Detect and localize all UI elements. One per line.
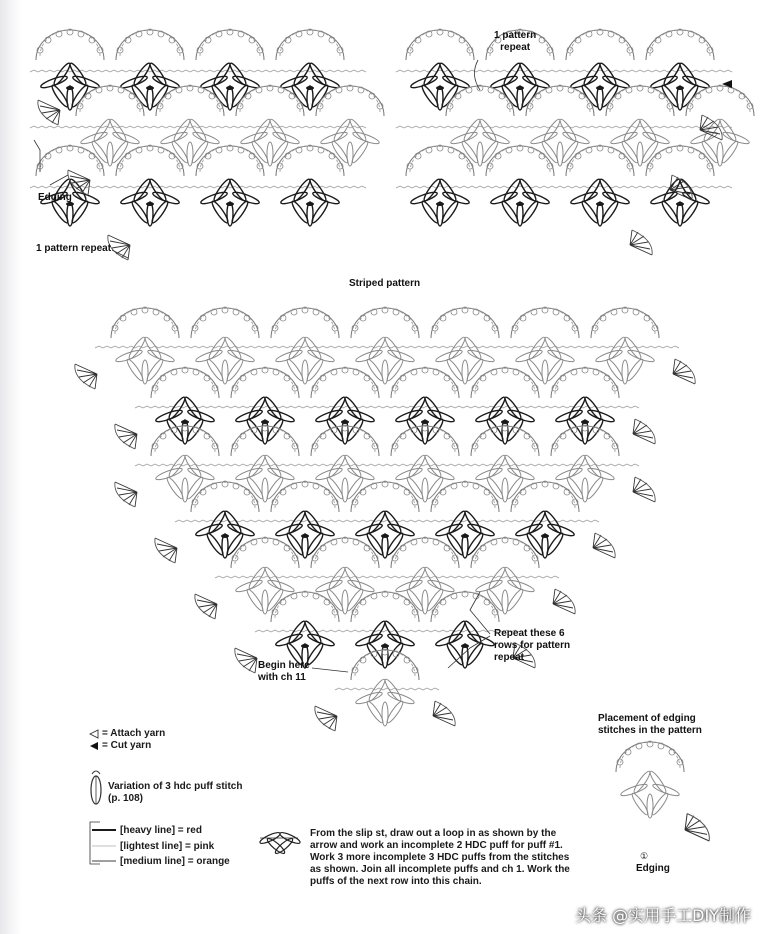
puff-flower	[155, 396, 216, 444]
shell-fan	[311, 537, 379, 568]
shell-fan	[276, 145, 344, 176]
edging-fan	[155, 538, 177, 563]
shell-fan	[76, 85, 144, 116]
puff-flower	[40, 62, 101, 110]
edging-fan	[108, 235, 130, 260]
shell-fan	[151, 367, 219, 398]
edging-fan	[685, 814, 709, 842]
shell-fan	[351, 481, 419, 512]
shell-fan	[311, 367, 379, 398]
shell-fan	[431, 481, 499, 512]
shell-fan	[196, 29, 264, 60]
chain-row	[135, 406, 639, 408]
cut-yarn-icon	[90, 742, 98, 750]
puff-flower	[610, 118, 671, 166]
puff-flower	[690, 118, 751, 166]
line-weight-bracket	[90, 822, 116, 864]
edging-fan	[115, 482, 137, 507]
shell-fan	[116, 29, 184, 60]
shell-fan	[646, 29, 714, 60]
edging-placement-chart	[616, 741, 709, 841]
shell-fan	[276, 29, 344, 60]
puff-flower	[555, 454, 616, 502]
shell-fan	[391, 425, 459, 456]
edging-fan	[38, 100, 60, 125]
puff-flower	[195, 336, 256, 384]
shell-fan	[551, 425, 619, 456]
chain-row	[30, 126, 366, 128]
puff-flower	[570, 62, 631, 110]
shell-fan	[236, 85, 304, 116]
striped-chart-right-panel	[396, 29, 754, 255]
puff-flower	[555, 396, 616, 444]
puff-flower	[355, 678, 416, 726]
puff-flower	[475, 396, 536, 444]
shell-fan	[471, 425, 539, 456]
chain-row	[335, 688, 439, 690]
puff-flower	[80, 118, 141, 166]
chain-row	[215, 576, 559, 578]
edging-fan	[433, 701, 455, 726]
placement-title: Placement of edging stitches in the pattern	[598, 713, 702, 736]
puff-flower	[235, 566, 296, 614]
puff-flower	[160, 118, 221, 166]
shell-fan	[271, 481, 339, 512]
shell-fan	[271, 307, 339, 338]
puff-flower	[120, 178, 181, 226]
puff-flower	[355, 510, 416, 558]
striped-chart-left-panel	[30, 29, 384, 260]
legend-medium-line: [medium line] = orange	[120, 856, 230, 867]
shell-fan	[646, 145, 714, 176]
puff-flower	[530, 118, 591, 166]
puff-flower	[450, 118, 511, 166]
shell-fan	[471, 537, 539, 568]
edging-fan	[315, 706, 337, 731]
puff-flower	[275, 510, 336, 558]
shell-fan	[566, 145, 634, 176]
puff-flower	[315, 454, 376, 502]
legend-cut-yarn: = Cut yarn	[102, 740, 152, 751]
shell-fan	[116, 145, 184, 176]
puff-flower	[650, 178, 711, 226]
pattern-repeat-top-label: 1 pattern repeat	[494, 30, 537, 53]
puff-flower	[195, 510, 256, 558]
legend-heavy-line: [heavy line] = red	[120, 825, 202, 836]
shell-fan	[511, 307, 579, 338]
shawl-triangle-chart	[75, 307, 695, 731]
chain-row	[396, 126, 732, 128]
shell-fan	[156, 85, 224, 116]
puff-flower	[315, 396, 376, 444]
puff-flower	[410, 178, 471, 226]
puff-flower	[490, 178, 551, 226]
shell-fan	[526, 85, 594, 116]
puff-flower	[395, 396, 456, 444]
striped-pattern-title: Striped pattern	[349, 278, 421, 289]
puff-diagram-icon	[259, 831, 301, 856]
shell-fan	[316, 85, 384, 116]
legend-lightest-line: [lightest line] = pink	[120, 841, 215, 852]
puff-flower	[355, 336, 416, 384]
shell-fan	[471, 367, 539, 398]
edging-fan	[633, 477, 655, 502]
edging-fan	[115, 424, 137, 449]
shell-fan	[191, 307, 259, 338]
begin-here-label: Begin here with ch 11	[258, 660, 310, 683]
placement-number-label: ①	[640, 851, 649, 861]
puff-flower	[320, 118, 381, 166]
placement-edging-label: Edging	[636, 863, 670, 874]
shell-fan	[111, 307, 179, 338]
shell-fan	[191, 481, 259, 512]
puff-flower	[395, 566, 456, 614]
puff-flower	[155, 454, 216, 502]
puff-flower	[620, 770, 681, 818]
edging-fan	[75, 364, 97, 389]
puff-flower	[570, 178, 631, 226]
puff-flower	[475, 566, 536, 614]
shell-fan	[686, 85, 754, 116]
puff-flower	[515, 336, 576, 384]
edging-fan	[633, 419, 655, 444]
puff-flower	[280, 62, 341, 110]
shell-fan	[391, 367, 459, 398]
shell-fan	[606, 85, 674, 116]
puff-flower	[315, 566, 376, 614]
shell-fan	[36, 29, 104, 60]
puff-flower	[435, 510, 496, 558]
shell-fan	[231, 537, 299, 568]
puff-stitch-icon	[91, 771, 101, 804]
shell-fan	[511, 481, 579, 512]
puff-flower	[475, 454, 536, 502]
shell-fan	[616, 741, 684, 772]
shell-fan	[551, 367, 619, 398]
chain-row	[95, 346, 679, 348]
puff-flower	[355, 620, 416, 668]
pattern-repeat-left-label: 1 pattern repeat	[36, 243, 112, 254]
shell-fan	[351, 649, 419, 680]
legend-attach-yarn: = Attach yarn	[102, 728, 166, 739]
puff-flower	[235, 454, 296, 502]
chain-row	[135, 464, 639, 466]
puff-flower	[235, 396, 296, 444]
puff-flower	[650, 62, 711, 110]
shell-fan	[231, 367, 299, 398]
puff-flower	[410, 62, 471, 110]
chain-row	[175, 520, 599, 522]
edging-fan	[195, 594, 217, 619]
puff-flower	[395, 454, 456, 502]
puff-flower	[515, 510, 576, 558]
edging-label: Edging	[38, 192, 72, 203]
shell-fan	[406, 29, 474, 60]
edging-fan	[593, 533, 615, 558]
shell-fan	[391, 537, 459, 568]
puff-flower	[240, 118, 301, 166]
puff-flower	[200, 62, 261, 110]
puff-flower	[115, 336, 176, 384]
shell-fan	[486, 145, 554, 176]
puff-flower	[275, 336, 336, 384]
attach-yarn-icon	[90, 730, 98, 738]
shell-fan	[406, 145, 474, 176]
shell-fan	[351, 307, 419, 338]
puff-flower	[490, 62, 551, 110]
shell-fan	[591, 307, 659, 338]
shell-fan	[231, 425, 299, 456]
edging-fan	[553, 589, 575, 614]
puff-flower	[120, 62, 181, 110]
puff-flower	[435, 620, 496, 668]
watermark: 头条 @实用手工DIY制作	[575, 906, 751, 925]
puff-flower	[595, 336, 656, 384]
edging-fan	[235, 648, 257, 673]
legend-puff-variation: Variation of 3 hdc puff stitch (p. 108)	[108, 781, 243, 804]
puff-flower	[200, 178, 261, 226]
legend-puff-instructions: From the slip st, draw out a loop in as shown by the arrow and work an incomplete 2 HDC puff for puff #1. Work 3 more incomplete 3 HDC puffs from the stitches as shown. Join all incomplete puffs and ch 1. Work the puffs of the next row into this chain.	[310, 828, 570, 887]
shell-fan	[566, 29, 634, 60]
edging-fan	[630, 230, 652, 255]
shell-fan	[311, 425, 379, 456]
repeat-rows-label: Repeat these 6 rows for pattern repeat	[494, 628, 571, 663]
shell-fan	[151, 425, 219, 456]
edging-fan	[673, 359, 695, 384]
puff-flower	[280, 178, 341, 226]
shell-fan	[196, 145, 264, 176]
puff-flower	[435, 336, 496, 384]
shell-fan	[431, 307, 499, 338]
